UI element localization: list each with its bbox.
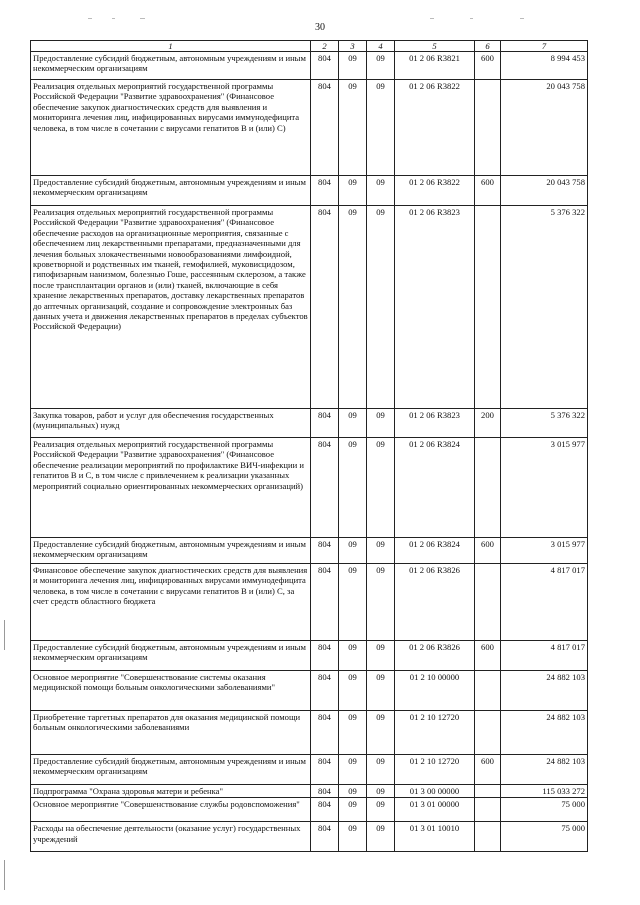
row-target-article: 01 2 06 R3822 — [395, 80, 475, 176]
row-amount: 20 043 758 — [501, 80, 588, 176]
table-row — [31, 798, 588, 822]
row-ministry-code: 804 — [311, 409, 339, 438]
table-row — [31, 822, 588, 852]
col-header-2: 2 — [311, 41, 339, 52]
row-ministry-code: 804 — [311, 176, 339, 206]
table-row — [31, 641, 588, 671]
row-amount: 5 376 322 — [501, 409, 588, 438]
row-section: 09 — [339, 538, 367, 564]
row-target-article: 01 2 10 12720 — [395, 711, 475, 755]
row-amount: 4 817 017 — [501, 641, 588, 671]
row-section: 09 — [339, 438, 367, 538]
row-target-article: 01 2 10 12720 — [395, 755, 475, 785]
row-ministry-code: 804 — [311, 798, 339, 822]
row-expense-type: 600 — [475, 52, 501, 80]
row-target-article: 01 2 10 00000 — [395, 671, 475, 711]
row-amount: 24 882 103 — [501, 755, 588, 785]
row-subsection: 09 — [367, 538, 395, 564]
row-section: 09 — [339, 80, 367, 176]
row-ministry-code: 804 — [311, 564, 339, 641]
row-name: Финансовое обеспечение закупок диагностических средств для выявления и мониторинга лечения лиц, инфицированных вирусами иммунодефицита человека, в том числе в сочетании с вирусами гепатитов В и (или) С, за счет средств областного бюджета — [31, 564, 311, 641]
row-amount: 3 015 977 — [501, 438, 588, 538]
row-target-article: 01 3 01 10010 — [395, 822, 475, 852]
row-ministry-code: 804 — [311, 52, 339, 80]
row-name: Предоставление субсидий бюджетным, автономным учреждениям и иным некоммерческим организациям — [31, 176, 311, 206]
row-ministry-code: 804 — [311, 755, 339, 785]
row-expense-type — [475, 671, 501, 711]
table-row — [31, 671, 588, 711]
row-section: 09 — [339, 52, 367, 80]
row-amount: 24 882 103 — [501, 711, 588, 755]
table-row — [31, 176, 588, 206]
row-name: Расходы на обеспечение деятельности (оказание услуг) государственных учреждений — [31, 822, 311, 852]
col-header-5: 5 — [395, 41, 475, 52]
table-row — [31, 755, 588, 785]
row-subsection: 09 — [367, 438, 395, 538]
table-row — [31, 409, 588, 438]
col-header-7: 7 — [501, 41, 588, 52]
row-target-article: 01 2 06 R3823 — [395, 409, 475, 438]
row-expense-type — [475, 564, 501, 641]
row-section: 09 — [339, 206, 367, 409]
row-expense-type: 600 — [475, 755, 501, 785]
table-row — [31, 785, 588, 798]
row-name: Предоставление субсидий бюджетным, автономным учреждениям и иным некоммерческим организациям — [31, 755, 311, 785]
row-amount: 20 043 758 — [501, 176, 588, 206]
table-row — [31, 206, 588, 409]
row-target-article: 01 2 06 R3823 — [395, 206, 475, 409]
row-amount: 4 817 017 — [501, 564, 588, 641]
row-expense-type — [475, 80, 501, 176]
table-row — [31, 80, 588, 176]
row-name: Реализация отдельных мероприятий государственной программы Российской Федерации "Развитие здравоохранения" (Финансовое обеспечение закупок диагностических средств для выявления и мониторинга лечения лиц, инфицированных вирусами иммунодефицита человека, в том числе в сочетании с вирусами гепатитов В и (или) С) — [31, 80, 311, 176]
row-expense-type — [475, 711, 501, 755]
row-subsection: 09 — [367, 641, 395, 671]
row-subsection: 09 — [367, 52, 395, 80]
row-expense-type: 600 — [475, 176, 501, 206]
row-target-article: 01 2 06 R3822 — [395, 176, 475, 206]
row-subsection: 09 — [367, 711, 395, 755]
row-subsection: 09 — [367, 785, 395, 798]
row-subsection: 09 — [367, 671, 395, 711]
row-section: 09 — [339, 785, 367, 798]
row-target-article: 01 2 06 R3826 — [395, 564, 475, 641]
row-target-article: 01 2 06 R3826 — [395, 641, 475, 671]
row-name: Основное мероприятие "Совершенствование системы оказания медицинской помощи больным онкологическими заболеваниями" — [31, 671, 311, 711]
row-name: Приобретение таргетных препаратов для оказания медицинской помощи больным онкологическими заболеваниями — [31, 711, 311, 755]
table-row — [31, 52, 588, 80]
row-ministry-code: 804 — [311, 538, 339, 564]
row-ministry-code: 804 — [311, 206, 339, 409]
row-subsection: 09 — [367, 755, 395, 785]
row-expense-type: 600 — [475, 641, 501, 671]
row-amount: 75 000 — [501, 822, 588, 852]
row-expense-type — [475, 206, 501, 409]
row-amount: 75 000 — [501, 798, 588, 822]
row-section: 09 — [339, 755, 367, 785]
row-ministry-code: 804 — [311, 641, 339, 671]
row-subsection: 09 — [367, 206, 395, 409]
col-header-6: 6 — [475, 41, 501, 52]
table-row — [31, 438, 588, 538]
row-expense-type — [475, 822, 501, 852]
table-row — [31, 538, 588, 564]
table-row — [31, 564, 588, 641]
row-target-article: 01 2 06 R3824 — [395, 538, 475, 564]
row-expense-type — [475, 798, 501, 822]
row-section: 09 — [339, 176, 367, 206]
col-header-1: 1 — [31, 41, 311, 52]
row-subsection: 09 — [367, 564, 395, 641]
row-name: Реализация отдельных мероприятий государственной программы Российской Федерации "Развитие здравоохранения" (Финансовое обеспечение расходов на организационные мероприятия, связанные с обеспечением лиц лекарственными препаратами, предназначенными для лечения больных злокачественными новообразованиями лимфоидной, кроветворной и родственных им тканей, гемофилией, муковисцидозом, гипофизарным нанизмом, болезнью Гоше, рассеянным склерозом, а также после трансплантации органов и (или) тканей, включающие в себя хранение лекарственных препаратов, доставку лекарственных препаратов до аптечных организаций, создание и сопровождение электронных баз данных учета и движения лекарственных препаратов в пределах субъектов Российской Федерации) — [31, 206, 311, 409]
row-target-article: 01 2 06 R3824 — [395, 438, 475, 538]
row-ministry-code: 804 — [311, 438, 339, 538]
row-subsection: 09 — [367, 798, 395, 822]
row-name: Подпрограмма "Охрана здоровья матери и ребенка" — [31, 785, 311, 798]
row-name: Закупка товаров, работ и услуг для обеспечения государственных (муниципальных) нужд — [31, 409, 311, 438]
row-expense-type: 200 — [475, 409, 501, 438]
row-amount: 8 994 453 — [501, 52, 588, 80]
row-name: Предоставление субсидий бюджетным, автономным учреждениям и иным некоммерческим организациям — [31, 538, 311, 564]
row-expense-type — [475, 785, 501, 798]
row-subsection: 09 — [367, 409, 395, 438]
row-section: 09 — [339, 798, 367, 822]
row-name: Реализация отдельных мероприятий государственной программы Российской Федерации "Развитие здравоохранения" (Финансовое обеспечение реализации мероприятий по профилактике ВИЧ-инфекции и гепатитов В и С, в том числе с привлечением к реализации указанных мероприятий социально ориентированных некоммерческих организаций) — [31, 438, 311, 538]
row-section: 09 — [339, 711, 367, 755]
row-target-article: 01 3 00 00000 — [395, 785, 475, 798]
row-section: 09 — [339, 641, 367, 671]
row-amount: 3 015 977 — [501, 538, 588, 564]
row-section: 09 — [339, 671, 367, 711]
row-ministry-code: 804 — [311, 671, 339, 711]
row-ministry-code: 804 — [311, 785, 339, 798]
row-ministry-code: 804 — [311, 711, 339, 755]
row-name: Предоставление субсидий бюджетным, автономным учреждениям и иным некоммерческим организациям — [31, 52, 311, 80]
row-ministry-code: 804 — [311, 80, 339, 176]
col-header-3: 3 — [339, 41, 367, 52]
row-section: 09 — [339, 822, 367, 852]
row-section: 09 — [339, 409, 367, 438]
row-amount: 24 882 103 — [501, 671, 588, 711]
row-subsection: 09 — [367, 176, 395, 206]
row-expense-type — [475, 438, 501, 538]
col-header-4: 4 — [367, 41, 395, 52]
row-amount: 115 033 272 — [501, 785, 588, 798]
header-row — [31, 41, 588, 52]
table-row — [31, 711, 588, 755]
row-subsection: 09 — [367, 80, 395, 176]
page-number: 30 — [315, 22, 325, 33]
row-amount: 5 376 322 — [501, 206, 588, 409]
row-target-article: 01 2 06 R3821 — [395, 52, 475, 80]
row-name: Основное мероприятие "Совершенствование службы родовспоможения" — [31, 798, 311, 822]
row-expense-type: 600 — [475, 538, 501, 564]
row-target-article: 01 3 01 00000 — [395, 798, 475, 822]
budget-table — [30, 40, 588, 852]
row-name: Предоставление субсидий бюджетным, автономным учреждениям и иным некоммерческим организациям — [31, 641, 311, 671]
row-section: 09 — [339, 564, 367, 641]
row-ministry-code: 804 — [311, 822, 339, 852]
row-subsection: 09 — [367, 822, 395, 852]
